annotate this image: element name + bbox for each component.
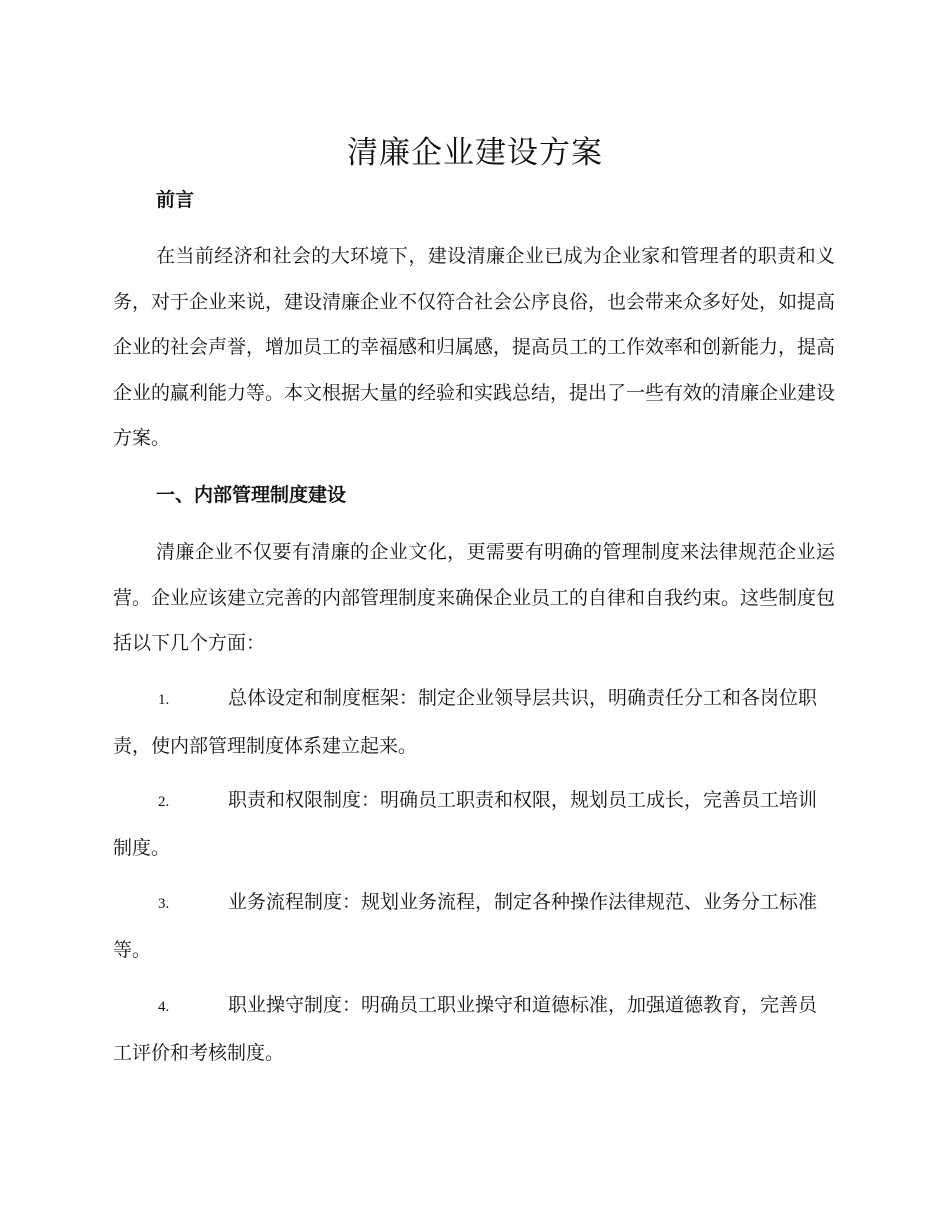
list-item	[113, 983, 835, 1076]
list-item-text: 业务流程制度：规划业务流程，制定各种操作法律规范、业务分工标准等。	[113, 891, 818, 961]
list-item-number: 3.	[158, 896, 170, 912]
preface-paragraph: 在当前经济和社会的大环境下，建设清廉企业已成为企业家和管理者的职责和义务，对于企业来说，建设清廉企业不仅符合社会公序良俗，也会带来众多好处，如提高企业的社会声誉，增加员工的幸福感和归属感，提高员工的工作效率和创新能力，提高企业的赢利能力等。本文根据大量的经验和实践总结，提出了一些有效的清廉企业建设方案。	[113, 245, 836, 449]
list-item	[113, 880, 835, 973]
list-item-number: 2.	[158, 794, 170, 810]
section-intro-paragraph: 清廉企业不仅要有清廉的企业文化，更需要有明确的管理制度来法律规范企业运营。企业应该建立完善的内部管理制度来确保企业员工的自律和自我约束。这些制度包括以下几个方面：	[113, 541, 836, 654]
list-item	[113, 676, 835, 769]
list-item-text: 职责和权限制度：明确员工职责和权限，规划员工成长，完善员工培训制度。	[113, 789, 818, 859]
document-title: 清廉企业建设方案	[347, 135, 603, 171]
list-item-number: 4.	[158, 999, 170, 1015]
section-heading: 一、内部管理制度建设	[156, 484, 347, 506]
list-item	[113, 778, 835, 871]
preface-heading: 前言	[156, 189, 195, 211]
list-item-text: 职业操守制度：明确员工职业操守和道德标准，加强道德教育，完善员工评价和考核制度。	[113, 994, 818, 1064]
list-item-text: 总体设定和制度框架：制定企业领导层共识，明确责任分工和各岗位职责，使内部管理制度体系建立起来。	[113, 687, 818, 757]
list-item-number: 1.	[158, 692, 170, 708]
